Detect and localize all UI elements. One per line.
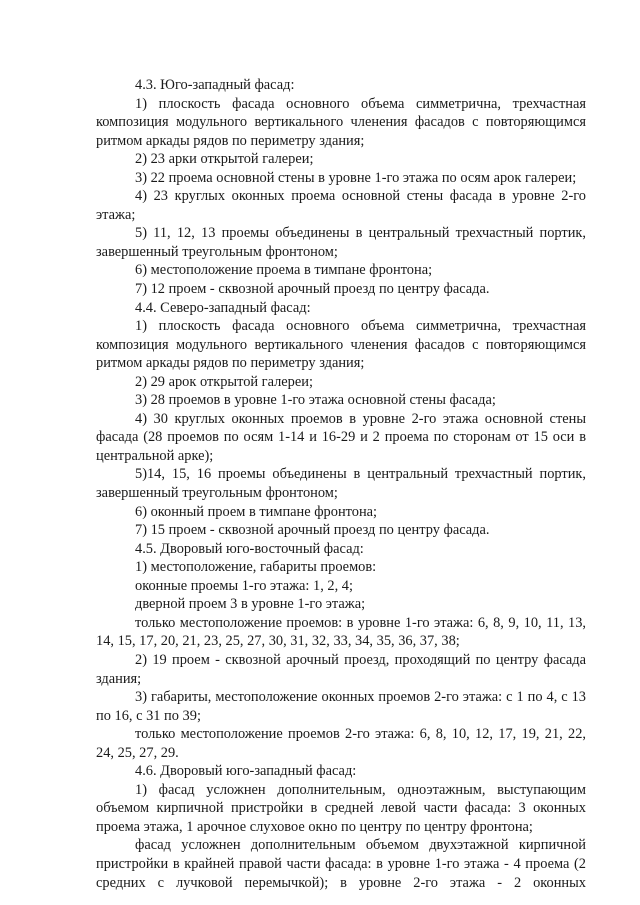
list-item: только местоположение проемов 2-го этажа: 6, 8, 10, 12, 17, 19, 21, 22, 24, 25, 27, 29. bbox=[96, 726, 586, 761]
section-heading-4-3: 4.3. Юго-западный фасад: bbox=[135, 77, 295, 93]
document-body bbox=[96, 76, 586, 892]
list-item: 1) плоскость фасада основного объема симметрична, трехчастная композиция модульного вертикального членения фасадов с повторяющимся ритмом аркады рядов по периметру здания; bbox=[96, 95, 586, 149]
list-item: 6) местоположение проема в тимпане фронтона; bbox=[135, 262, 433, 279]
list-item: 1) плоскость фасада основного объема симметрична, трехчастная композиция модульного вертикального членения фасадов с повторяющимся ритмом аркады рядов по периметру здания; bbox=[96, 318, 586, 372]
list-item: 3) 22 проема основной стены в уровне 1-го этажа по осям арок галереи; bbox=[135, 169, 577, 186]
list-item: 2) 19 проем - сквозной арочный проезд, проходящий по центру фасада здания; bbox=[96, 651, 586, 687]
list-item: 1) местоположение, габариты проемов: bbox=[135, 559, 377, 576]
section-heading-4-5: 4.5. Дворовый юго-восточный фасад: bbox=[135, 540, 364, 557]
list-item: 7) 15 проем - сквозной арочный проезд по центру фасада. bbox=[135, 522, 490, 539]
list-item: 2) 23 арки открытой галереи; bbox=[135, 151, 314, 168]
list-item: 4) 23 круглых оконных проема основной стены фасада в уровне 2-го этажа; bbox=[96, 188, 586, 223]
list-item: 3) габариты, местоположение оконных проемов 2-го этажа: с 1 по 4, с 13 по 16, с 31 по 39; bbox=[96, 689, 586, 724]
list-item: 5)14, 15, 16 проемы объединены в центральный трехчастный портик, завершенный треугольным фронтоном; bbox=[96, 466, 586, 502]
section-heading-4-4: 4.4. Северо-западный фасад: bbox=[135, 299, 311, 316]
list-item: только местоположение проемов: в уровне 1-го этажа: 6, 8, 9, 10, 11, 13, 14, 15, 17, 20, 21, 23, 25, 27, 30, 31, 32, 33, 34, 35, 36, 37, 38; bbox=[96, 614, 586, 650]
list-item: 7) 12 проем - сквозной арочный проезд по центру фасада. bbox=[135, 281, 490, 298]
list-item: фасад усложнен дополнительным объемом двухэтажной кирпичной пристройки в крайней правой части фасада: в уровне 1-го этажа - 4 проема (2 средних с лучковой перемычкой); в уровне 2-го этажа - 2 оконных bbox=[96, 837, 586, 891]
list-item: 3) 28 проемов в уровне 1-го этажа основной стены фасада; bbox=[135, 392, 496, 409]
list-item: 1) фасад усложнен дополнительным, одноэтажным, выступающим объемом кирпичной пристройки в средней левой части фасада: 3 оконных проема этажа, 1 арочное слуховое окно по центру по центру фронтона; bbox=[96, 781, 586, 835]
list-item: 5) 11, 12, 13 проемы объединены в центральный трехчастный портик, завершенный треугольным фронтоном; bbox=[96, 225, 586, 260]
list-item: 4) 30 круглых оконных проемов в уровне 2-го этажа основной стены фасада (28 проемов по осям 1-14 и 16-29 и 2 проема по сторонам от 15 оси в центральной арке); bbox=[96, 410, 586, 464]
list-item: 6) оконный проем в тимпане фронтона; bbox=[135, 503, 378, 520]
list-item: дверной проем 3 в уровне 1-го этажа; bbox=[135, 596, 366, 613]
list-item: 2) 29 арок открытой галереи; bbox=[135, 373, 313, 390]
section-heading-4-6: 4.6. Дворовый юго-западный фасад: bbox=[135, 763, 357, 780]
list-item: оконные проемы 1-го этажа: 1, 2, 4; bbox=[135, 577, 353, 594]
